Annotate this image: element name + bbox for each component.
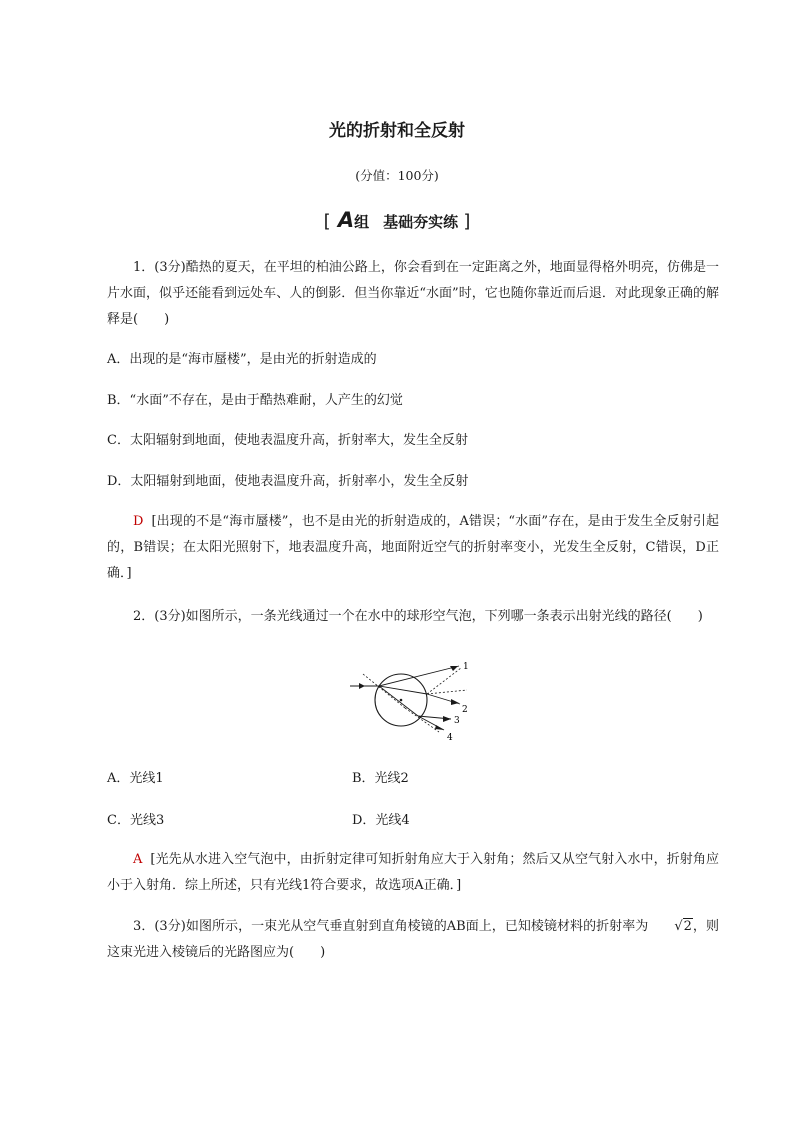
bubble-refraction-diagram [343,650,483,750]
ray-3-label: 3 [454,716,460,726]
ray-3-arrow [443,716,451,722]
ray-2-dashed-guide [427,690,467,694]
q3-stem-before: 3．(3分)如图所示，一束光从空气垂直射到直角棱镜的AB面上，已知棱镜材料的折射率为 [133,919,649,934]
ray-2-arrow [451,699,459,705]
q1-option-a: A．出现的是“海市蜃楼”，是由光的折射造成的 [107,352,377,367]
ray-4-label: 4 [447,733,453,743]
group-word: 组 [354,213,370,231]
ray-4-arrow [435,725,444,730]
q1-stem: 1．(3分)酷热的夏天，在平坦的柏油公路上，你会看到在一定距离之外，地面显得格外明亮，仿佛是一片水面，似乎还能看到远处车、人的倒影．但当你靠近“水面”时，它也随你靠近而后退．对此现象正确的解释是( ) [107,260,719,327]
group-letter: A [337,208,355,232]
incident-ray-arrow [359,683,365,689]
ray-1-arrow [450,666,458,671]
group-heading [0,208,794,232]
ray-1-dashed-guide [427,668,461,694]
sqrt-symbol: √ [674,919,683,934]
sqrt-two [648,914,693,940]
q2-option-b: B．光线2 [352,771,409,786]
q1-option-b: B．“水面”不存在，是由于酷热难耐，人产生的幻觉 [107,393,403,408]
sqrt-value: 2 [683,919,692,934]
q3-stem [107,914,719,966]
ray-2-label: 2 [462,705,468,715]
q1-answer-letter: D [133,514,144,529]
q2-option-d: D．光线4 [352,813,410,828]
group-bracket-open: [ [323,211,331,232]
q1-answer [107,509,719,587]
q2-answer-text: [光先从水进入空气泡中，由折射定律可知折射角应大于入射角；然后又从空气射入水中，折射角应小于入射角．综上所述，只有光线1符合要求，故选项A正确．] [107,852,719,893]
page-title: 光的折射和全反射 [329,121,465,141]
group-name: 基础夯实练 [383,213,459,231]
ray-1-label: 1 [463,662,469,672]
q3-stem-after: ，则这束光进入棱镜后的光路图应为( ) [107,919,719,960]
score-note: (分值：100分) [355,168,439,183]
q1-answer-text: [出现的不是“海市蜃楼”，也不是由光的折射造成的，A错误；“水面”存在，是由于发生全反射引起的，B错误；在太阳光照射下，地表温度升高，地面附近空气的折射率变小，光发生全反射，C错误，D正确．] [107,514,719,581]
entry-normal-dashed [363,674,405,708]
group-bracket-close: ] [463,211,471,232]
q2-answer-letter: A [133,852,143,867]
q1-option-c: C．太阳辐射到地面，使地表温度升高，折射率大，发生全反射 [107,433,468,448]
q2-option-c: C．光线3 [107,813,165,828]
exit-normal-dashed [405,708,439,732]
bubble-center-dot [400,699,403,702]
q1-option-d: D．太阳辐射到地面，使地表温度升高，折射率小，发生全反射 [107,474,469,489]
q2-stem: 2．(3分)如图所示，一条光线通过一个在水中的球形空气泡，下列哪一条表示出射光线的路径( ) [133,609,703,624]
q2-option-a: A．光线1 [107,771,164,786]
inner-ray-lower [379,686,418,716]
q2-answer [107,847,719,899]
